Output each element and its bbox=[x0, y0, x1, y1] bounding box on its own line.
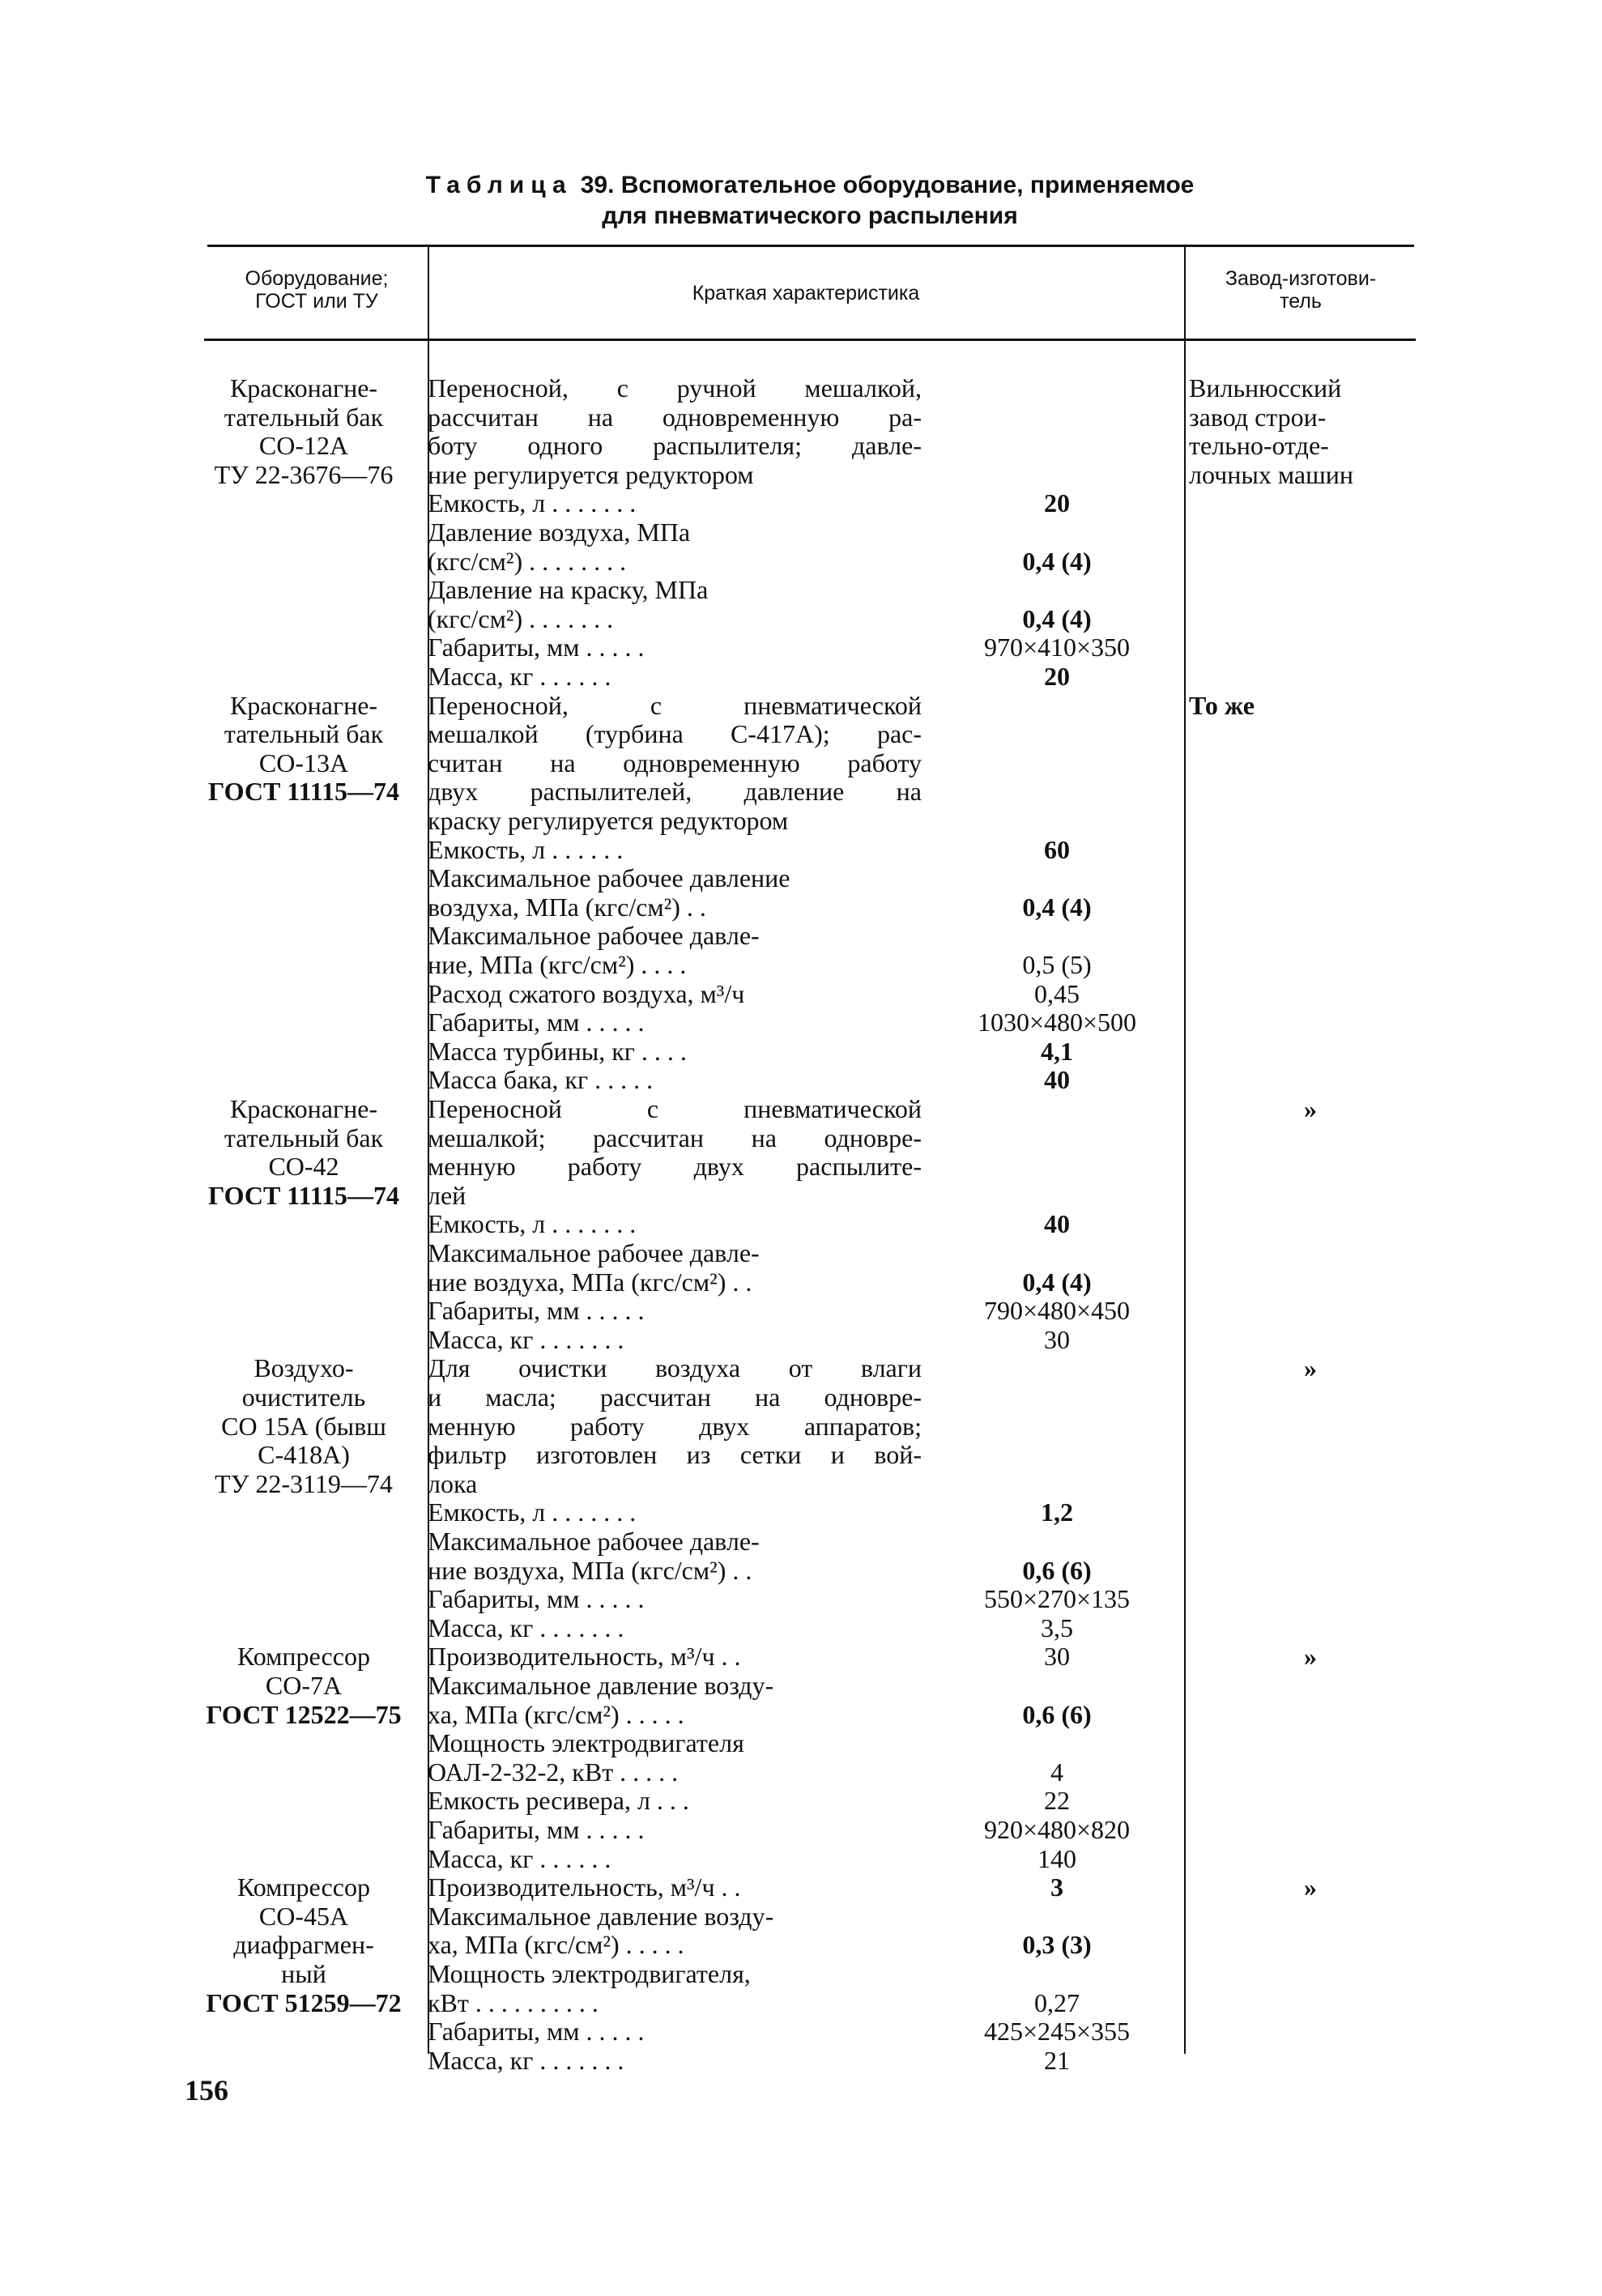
description-line: Для очистки воздуха от влаги bbox=[428, 1353, 922, 1383]
spec-label: Производительность, м³/ч . . bbox=[428, 1872, 741, 1902]
caption-word: Таблица bbox=[425, 172, 573, 198]
caption-title: 39. Вспомогательное оборудование, применяемое bbox=[580, 172, 1195, 198]
description-line: двух распылителей, давление на bbox=[428, 777, 922, 807]
equipment-line: СО-13А bbox=[258, 748, 349, 777]
spec-label: Максимальное рабочее давле- bbox=[428, 921, 760, 951]
spec-value: 970×410×350 bbox=[983, 633, 1131, 662]
spec-value: 550×270×135 bbox=[983, 1584, 1131, 1614]
spec-label: кВт . . . . . . . . . . bbox=[428, 1987, 599, 2017]
spec-label: Габариты, мм . . . . . bbox=[428, 2017, 645, 2047]
equipment-line: Красконагне- bbox=[229, 1094, 378, 1123]
spec-label: ние, МПа (кгс/см²) . . . . bbox=[428, 950, 687, 979]
spec-value: 20 bbox=[1044, 662, 1070, 691]
manufacturer-line: То же bbox=[1189, 690, 1255, 720]
spec-value: 30 bbox=[1044, 1642, 1070, 1672]
caption-line-2: для пневматического распыления bbox=[602, 202, 1018, 229]
spec-value: 0,3 (3) bbox=[1022, 1930, 1092, 1960]
spec-value: 22 bbox=[1044, 1786, 1070, 1816]
equipment-line: СО-12А bbox=[258, 431, 349, 461]
description-line: мешалкой; рассчитан на одновре- bbox=[428, 1122, 922, 1152]
equipment-line: СО-42 bbox=[268, 1152, 339, 1182]
spec-value: 0,4 (4) bbox=[1022, 546, 1092, 576]
spec-label: Емкость, л . . . . . . . bbox=[428, 1209, 637, 1239]
spec-value: 1030×480×500 bbox=[977, 1007, 1137, 1037]
spec-value: 790×480×450 bbox=[983, 1296, 1131, 1326]
equipment-line: ГОСТ 11115—74 bbox=[208, 1180, 399, 1210]
header-manufacturer-line-1: Завод-изготови- bbox=[1225, 267, 1377, 290]
spec-value: 3,5 bbox=[1041, 1612, 1073, 1642]
equipment-line: ГОСТ 11115—74 bbox=[208, 777, 399, 807]
equipment-line: очиститель bbox=[241, 1382, 366, 1412]
header-bottom-rule bbox=[204, 339, 1416, 341]
spec-value: 60 bbox=[1044, 834, 1070, 864]
equipment-line: ный bbox=[281, 1959, 326, 1988]
equipment-line: СО 15А (бывш bbox=[221, 1411, 386, 1441]
spec-label: воздуха, МПа (кгс/см²) . . bbox=[428, 892, 706, 922]
spec-value: 21 bbox=[1044, 2045, 1070, 2075]
header-equipment-line-2: ГОСТ или ТУ bbox=[255, 290, 378, 313]
description-line: краску регулируется редуктором bbox=[428, 806, 789, 835]
description-line: считан на одновременную работу bbox=[428, 748, 922, 777]
equipment-line: тательный бак bbox=[224, 402, 384, 432]
spec-label: Емкость, л . . . . . . bbox=[428, 834, 624, 864]
equipment-line: Компрессор bbox=[237, 1642, 370, 1672]
spec-label: Расход сжатого воздуха, м³/ч bbox=[428, 978, 745, 1008]
description-line: рассчитан на одновременную ра- bbox=[428, 402, 922, 432]
manufacturer-line: Вильнюсский bbox=[1189, 373, 1342, 403]
manufacturer-line: » bbox=[1304, 1353, 1317, 1383]
description-line: менную работу двух распылите- bbox=[428, 1152, 922, 1182]
spec-label: Масса, кг . . . . . . . bbox=[428, 1324, 624, 1354]
spec-label: ха, МПа (кгс/см²) . . . . . bbox=[428, 1699, 684, 1729]
spec-value: 0,6 (6) bbox=[1022, 1555, 1092, 1585]
equipment-line: Компрессор bbox=[237, 1872, 370, 1902]
header-equipment-line-1: Оборудование; bbox=[245, 267, 389, 290]
description-line: Переносной, с пневматической bbox=[428, 690, 922, 720]
spec-label: Масса, кг . . . . . . bbox=[428, 1843, 611, 1873]
spec-label: Максимальное давление возду- bbox=[428, 1671, 774, 1700]
spec-label: Масса, кг . . . . . . bbox=[428, 662, 611, 691]
equipment-line: ТУ 22-3119—74 bbox=[215, 1468, 393, 1498]
spec-value: 920×480×820 bbox=[983, 1815, 1131, 1844]
description-line: Переносной, с ручной мешалкой, bbox=[428, 373, 922, 403]
spec-label: ха, МПа (кгс/см²) . . . . . bbox=[428, 1930, 684, 1960]
header-description-text: Краткая характеристика bbox=[692, 282, 920, 305]
spec-label: (кгс/см²) . . . . . . . bbox=[428, 603, 614, 633]
spec-value: 0,4 (4) bbox=[1022, 603, 1092, 633]
description-line: боту одного распылителя; давле- bbox=[428, 431, 922, 461]
description-line: лей bbox=[428, 1180, 467, 1210]
spec-value: 4,1 bbox=[1041, 1036, 1073, 1066]
spec-value: 0,27 bbox=[1034, 1987, 1080, 2017]
manufacturer-line: тельно-отде- bbox=[1189, 431, 1329, 461]
spec-label: ОАЛ-2-32-2, кВт . . . . . bbox=[428, 1757, 679, 1787]
spec-label: Максимальное рабочее давле- bbox=[428, 1238, 760, 1267]
caption-line-1 bbox=[227, 170, 1393, 201]
spec-label: Масса, кг . . . . . . . bbox=[428, 2045, 624, 2075]
equipment-line: ГОСТ 12522—75 bbox=[206, 1699, 402, 1729]
description-line: Переносной с пневматической bbox=[428, 1094, 922, 1123]
spec-value: 0,45 bbox=[1034, 978, 1080, 1008]
description-line: и масла; рассчитан на одновре- bbox=[428, 1382, 922, 1412]
header-equipment bbox=[207, 267, 426, 313]
spec-value: 4 bbox=[1050, 1757, 1063, 1787]
spec-value: 30 bbox=[1044, 1324, 1070, 1354]
equipment-line: тательный бак bbox=[224, 1122, 384, 1152]
equipment-line: СО-45А bbox=[258, 1901, 349, 1931]
spec-label: Масса, кг . . . . . . . bbox=[428, 1612, 624, 1642]
spec-label: Мощность электродвигателя bbox=[428, 1728, 744, 1758]
spec-label: ние воздуха, МПа (кгс/см²) . . bbox=[428, 1267, 752, 1297]
manufacturer-line: завод строи- bbox=[1189, 402, 1327, 432]
spec-label: Максимальное рабочее давление bbox=[428, 863, 790, 893]
spec-label: Давление воздуха, МПа bbox=[428, 518, 691, 547]
spec-value: 425×245×355 bbox=[983, 2017, 1131, 2047]
equipment-line: диафрагмен- bbox=[233, 1930, 374, 1960]
description-line: лока bbox=[428, 1468, 478, 1498]
description-line: мешалкой (турбина С-417А); рас- bbox=[428, 719, 922, 749]
equipment-line: ГОСТ 51259—72 bbox=[206, 1987, 402, 2017]
spec-value: 20 bbox=[1044, 488, 1070, 518]
equipment-line: СО-7А bbox=[265, 1671, 343, 1700]
spec-label: Производительность, м³/ч . . bbox=[428, 1642, 741, 1672]
spec-label: Максимальное рабочее давле- bbox=[428, 1527, 760, 1556]
equipment-line: Красконагне- bbox=[229, 690, 378, 720]
equipment-line: Красконагне- bbox=[229, 373, 378, 403]
spec-label: Габариты, мм . . . . . bbox=[428, 1296, 645, 1326]
spec-label: (кгс/см²) . . . . . . . . bbox=[428, 546, 627, 576]
manufacturer-line: » bbox=[1304, 1642, 1317, 1672]
header-manufacturer bbox=[1187, 267, 1414, 313]
spec-value: 0,5 (5) bbox=[1022, 950, 1092, 979]
spec-label: Масса турбины, кг . . . . bbox=[428, 1036, 687, 1066]
equipment-line: С-418А) bbox=[258, 1440, 350, 1470]
spec-value: 0,6 (6) bbox=[1022, 1699, 1092, 1729]
spec-label: ние воздуха, МПа (кгс/см²) . . bbox=[428, 1555, 752, 1585]
spec-label: Максимальное давление возду- bbox=[428, 1901, 774, 1931]
description-line: фильтр изготовлен из сетки и вой- bbox=[428, 1440, 922, 1470]
spec-label: Емкость, л . . . . . . . bbox=[428, 1497, 637, 1527]
spec-value: 140 bbox=[1037, 1843, 1076, 1873]
manufacturer-line: » bbox=[1304, 1094, 1317, 1123]
equipment-line: ТУ 22-3676—76 bbox=[214, 459, 394, 489]
page-number: 156 bbox=[185, 2074, 228, 2106]
spec-value: 0,4 (4) bbox=[1022, 1267, 1092, 1297]
spec-label: Емкость, л . . . . . . . bbox=[428, 488, 637, 518]
spec-value: 3 bbox=[1050, 1872, 1063, 1902]
header-manufacturer-line-2: тель bbox=[1280, 290, 1322, 313]
spec-label: Емкость ресивера, л . . . bbox=[428, 1786, 689, 1816]
spec-label: Габариты, мм . . . . . bbox=[428, 1007, 645, 1037]
header-top-rule bbox=[207, 245, 1414, 247]
spec-label: Масса бака, кг . . . . . bbox=[428, 1065, 654, 1095]
spec-value: 40 bbox=[1044, 1065, 1070, 1095]
equipment-line: Воздухо- bbox=[254, 1353, 354, 1383]
spec-value: 1,2 bbox=[1041, 1497, 1073, 1527]
spec-label: Габариты, мм . . . . . bbox=[428, 1584, 645, 1614]
equipment-line: тательный бак bbox=[224, 719, 384, 749]
spec-label: Габариты, мм . . . . . bbox=[428, 1815, 645, 1844]
manufacturer-line: лочных машин bbox=[1189, 459, 1353, 489]
description-line: ние регулируется редуктором bbox=[428, 459, 754, 489]
spec-label: Габариты, мм . . . . . bbox=[428, 633, 645, 662]
description-line: менную работу двух аппаратов; bbox=[428, 1411, 922, 1441]
manufacturer-line: » bbox=[1304, 1872, 1317, 1902]
spec-label: Давление на краску, МПа bbox=[428, 575, 709, 605]
spec-value: 0,4 (4) bbox=[1022, 892, 1092, 922]
spec-value: 40 bbox=[1044, 1209, 1070, 1239]
table-caption bbox=[227, 170, 1393, 232]
header-description bbox=[429, 282, 1182, 305]
spec-label: Мощность электродвигателя, bbox=[428, 1959, 751, 1988]
